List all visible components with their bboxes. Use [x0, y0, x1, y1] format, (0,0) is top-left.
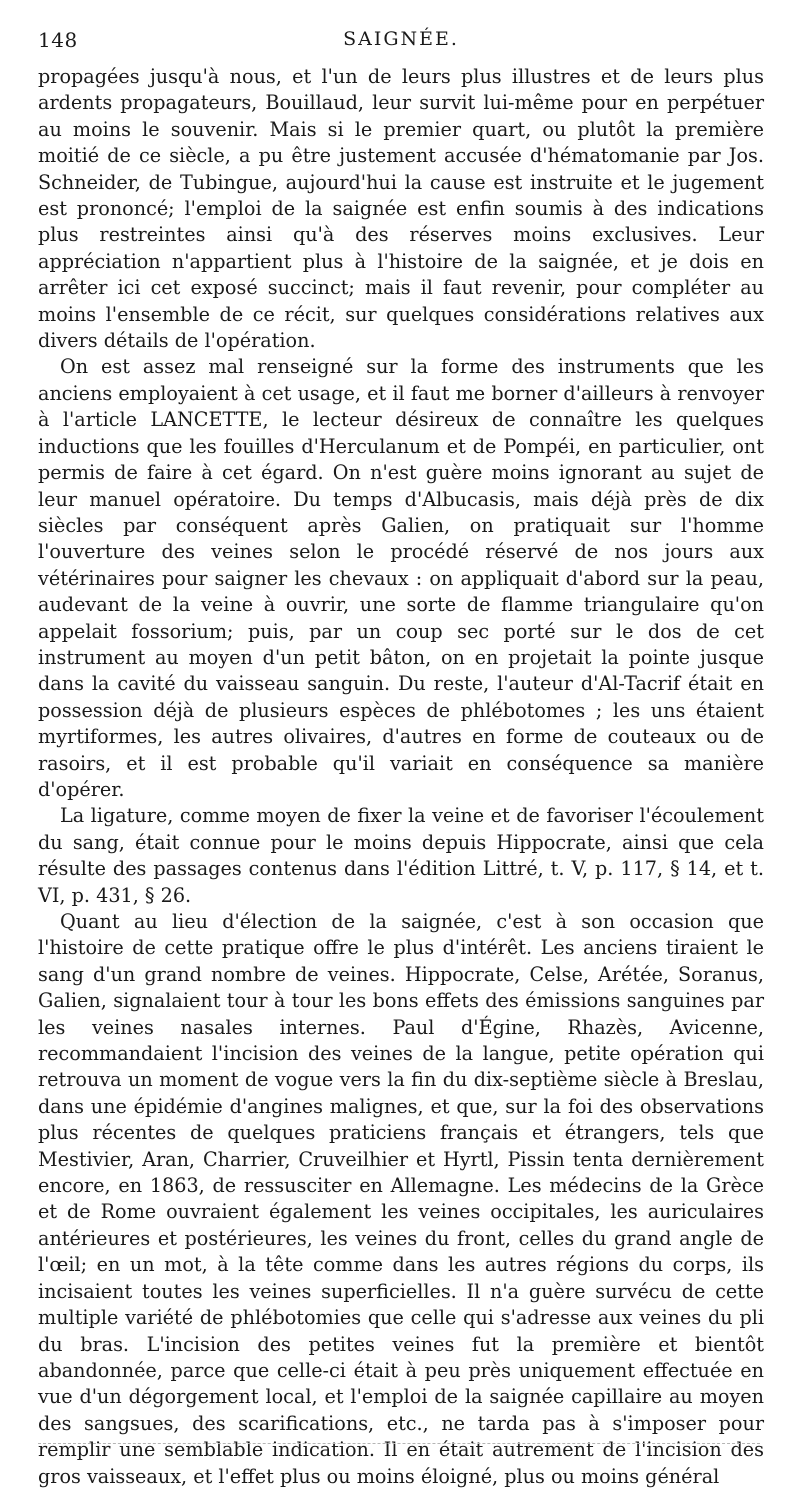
running-title: SAIGNÉE.: [343, 28, 459, 50]
paragraph-ligature: La ligature, comme moyen de fixer la veine et de favoriser l'écoulement du sang, était connue pour le moins depuis Hippocrate, ainsi que cela résulte des passages contenus dans l'édition Littré, t. V, p. 117, § 14, et t. VI, p. 431, § 26.: [38, 804, 764, 907]
page-number: 148: [38, 28, 78, 52]
paragraph-continuation: propagées jusqu'à nous, et l'un de leurs plus illustres et de leurs plus ardents propagateurs, Bouillaud, leur survit lui-même pour en perpétuer au moins le souvenir. Mais si le premier quart, ou plutôt la première moitié de ce siècle, a pu être justement accusée d'hématomanie par Jos. Schneider, de Tubingue, aujourd'hui la cause est instruite et le jugement est prononcé; l'emploi de la saignée est enfin soumis à des indications plus restreintes ainsi qu'à des réserves moins exclusives. Leur appréciation n'appartient plus à l'histoire de la saignée, et je dois en arrêter ici cet exposé succinct; mais il faut revenir, pour compléter au moins l'ensemble de ce récit, sur quelques considérations relatives aux divers détails de l'opération.: [38, 65, 764, 353]
bottom-rule: [38, 1443, 760, 1444]
running-head: [38, 28, 764, 56]
paragraph-instruments: On est assez mal renseigné sur la forme des instruments que les anciens employaient à cet usage, et il faut me borner d'ailleurs à renvoyer à l'article LANCETTE, le lecteur désireux de connaître les quelques inductions que les fouilles d'Herculanum et de Pompéi, en particulier, ont permis de faire à cet égard. On n'est guère moins ignorant au sujet de leur manuel opératoire. Du temps d'Albucasis, mais déjà près de dix siècles par conséquent après Galien, on pratiquait sur l'homme l'ouverture des veines selon le procédé réservé de nos jours aux vétérinaires pour saigner les chevaux : on appliquait d'abord sur la peau, audevant de la veine à ouvrir, une sorte de flamme triangulaire qu'on appelait fossorium; puis, par un coup sec porté sur le dos de cet instrument au moyen d'un petit bâton, on en projetait la pointe jusque dans la cavité du vaisseau sanguin. Du reste, l'auteur d'Al-Tacrif était en possession déjà de plusieurs espèces de phlébotomes ; les uns étaient myrtiformes, les autres olivaires, d'autres en forme de couteaux ou de rasoirs, et il est probable qu'il variait en conséquence sa manière d'opérer.: [38, 355, 764, 801]
paragraph-lieu-election: Quant au lieu d'élection de la saignée, c'est à son occasion que l'histoire de cette pratique offre le plus d'intérêt. Les anciens tiraient le sang d'un grand nombre de veines. Hippocrate, Celse, Arétée, Soranus, Galien, signalaient tour à tour les bons effets des émissions sanguines par les veines nasales internes. Paul d'Égine, Rhazès, Avicenne, recommandaient l'incision des veines de la langue, petite opération qui retrouva un moment de vogue vers la fin du dix-septième siècle à Breslau, dans une épidémie d'angines malignes, et que, sur la foi des observations plus récentes de quelques praticiens français et étrangers, tels que Mestivier, Aran, Charrier, Cruveilhier et Hyrtl, Pissin tenta dernièrement encore, en 1863, de ressusciter en Allemagne. Les médecins de la Grèce et de Rome ouvraient également les veines occipitales, les auriculaires antérieures et postérieures, les veines du front, celles du grand angle de l'œil; en un mot, à la tête comme dans les autres régions du corps, ils incisaient toutes les veines superficielles. Il n'a guère survécu de cette multiple variété de phlébotomies que celle qui s'adresse aux veines du pli du bras. L'incision des petites veines fut la première et bientôt abandonnée, parce que celle-ci était à peu près uniquement effectuée en vue d'un dégorgement local, et l'emploi de la saignée capillaire au moyen des sangsues, des scarifications, etc., ne tarda pas à s'imposer pour remplir une semblable indication. Il en était autrement de l'incision des gros vaisseaux, et l'effet plus ou moins éloigné, plus ou moins général: [38, 910, 764, 1488]
body-text: [38, 64, 764, 1490]
